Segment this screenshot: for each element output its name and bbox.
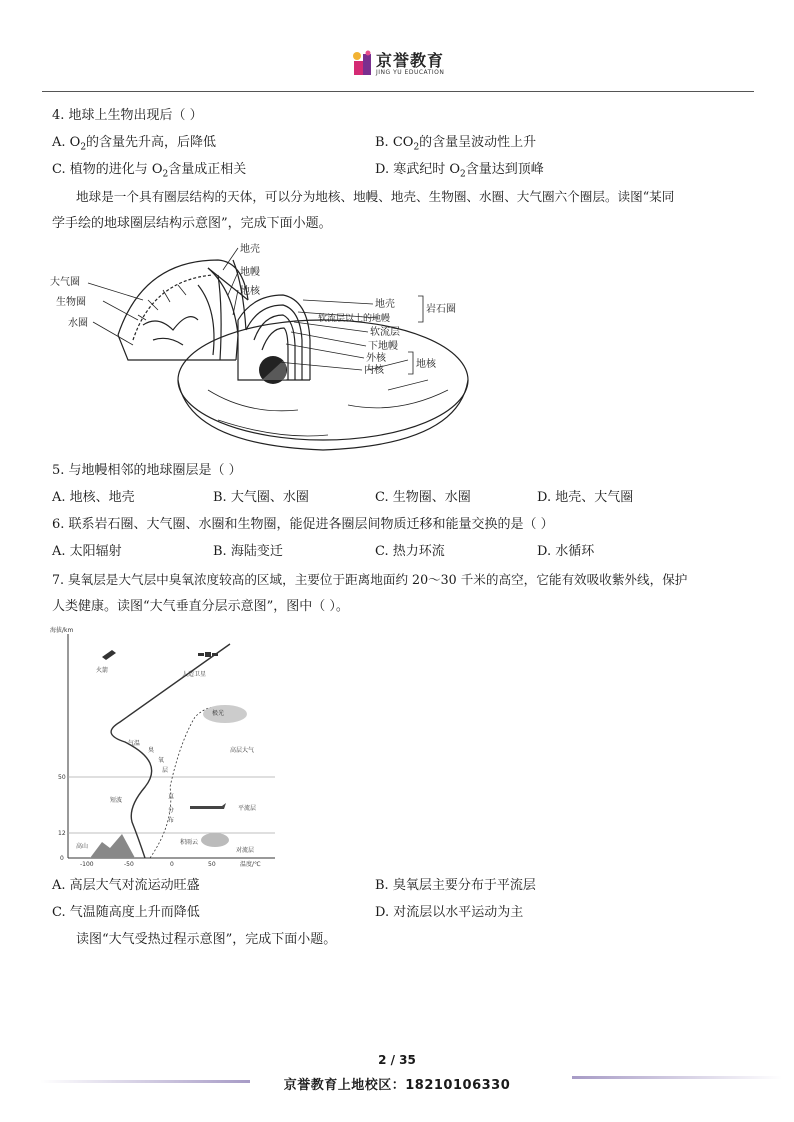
brand-mark-icon — [352, 50, 374, 78]
earth-layers-figure — [48, 240, 478, 455]
q4-b-text2: 的含量呈波动性上升 — [419, 135, 537, 150]
q4-option-d — [375, 161, 544, 184]
label-inner-core: 内核 — [364, 365, 384, 376]
label-biosphere: 生物圈 — [56, 297, 86, 308]
label-ozone-2: 氧 — [158, 757, 165, 764]
brand-name: 京誉教育 — [376, 51, 445, 70]
x-tick-0: 0 — [170, 861, 174, 867]
q4-d-text: D. 寒武纪时 O — [375, 162, 461, 177]
q7-option-d: D. 对流层以水平运动为主 — [375, 905, 524, 920]
brand-logo — [352, 48, 452, 82]
q6-option-a: A. 太阳辐射 — [52, 544, 122, 559]
label-rocket: 火箭 — [96, 667, 109, 674]
q5-option-b: B. 大气圈、水圈 — [213, 490, 309, 505]
y-tick-50: 50 — [58, 774, 66, 781]
airplane-icon — [190, 803, 226, 809]
intro1-line1: 地球是一个具有圈层结构的天体，可以分为地核、地幔、地壳、生物圈、水圈、大气圈六个圈层。读图“某同 — [76, 189, 675, 204]
q5-stem: 5. 与地幔相邻的地球圈层是（ ） — [52, 463, 242, 478]
label-vertical-2: 分 — [168, 807, 175, 814]
q7-option-c: C. 气温随高度上升而降低 — [52, 905, 200, 920]
x-tick-neg100: -100 — [80, 861, 94, 867]
q4-c-text2: 含量成正相关 — [168, 162, 247, 177]
q7-option-a: A. 高层大气对流运动旺盛 — [52, 878, 200, 893]
x-tick-neg50: -50 — [124, 861, 134, 867]
label-vertical-1: 直 — [168, 793, 175, 800]
label-upper-mantle: 软流层以上的地幔 — [318, 314, 391, 324]
label-ozone-1: 臭 — [148, 747, 155, 754]
label-ozone-3: 层 — [162, 767, 169, 774]
label-troposphere: 对流层 — [236, 847, 255, 854]
q5-option-a: A. 地核、地壳 — [52, 490, 135, 505]
q4-a-text2: 的含量先升高，后降低 — [86, 135, 217, 150]
label-crust: 地壳 — [375, 299, 395, 310]
rocket-icon — [102, 650, 116, 660]
label-atmosphere: 大气圈 — [50, 277, 80, 288]
label-crust-top: 地壳 — [240, 244, 260, 255]
q6-option-c: C. 热力环流 — [375, 544, 445, 559]
q4-d-sub: 2 — [460, 169, 466, 180]
footer-contact: 京誉教育上地校区：18210106330 — [283, 1078, 511, 1093]
q4-a-text: A. O — [52, 135, 81, 150]
label-core-top: 地核 — [240, 286, 260, 297]
label-shortwave: 短波 — [110, 797, 123, 804]
x-axis-label: 温度/℃ — [240, 861, 261, 867]
label-aurora: 极光 — [212, 710, 225, 717]
satellite-icon — [198, 652, 218, 657]
label-vertical-3: 布 — [168, 817, 175, 824]
label-stratosphere: 平流层 — [238, 805, 257, 812]
q4-b-text: B. CO — [375, 135, 414, 150]
cloud-icon — [201, 833, 229, 847]
q7-line1: 7. 臭氧层是大气层中臭氧浓度较高的区域，主要位于距离地面约 20～30 千米的高空，它能有效吸收紫外线，保护 — [52, 572, 688, 587]
q6-option-b: B. 海陆变迁 — [213, 544, 283, 559]
label-hydrosphere: 水圈 — [68, 318, 88, 329]
q4-c-text: C. 植物的进化与 O — [52, 162, 163, 177]
label-upper-atmosphere: 高层大气 — [230, 747, 255, 754]
label-satellite: 人造卫星 — [182, 671, 207, 678]
label-core-group: 地核 — [416, 359, 436, 370]
y-tick-12: 12 — [58, 830, 66, 837]
q4-option-b — [375, 134, 536, 157]
header-rule — [42, 91, 754, 92]
x-tick-50: 50 — [208, 861, 216, 867]
label-lower-mantle: 下地幔 — [368, 341, 398, 352]
intro1-line2: 学手绘的地球圈层结构示意图”，完成下面小题。 — [52, 216, 332, 231]
page-number: 2 / 35 — [378, 1053, 416, 1067]
q6-option-d: D. 水循环 — [537, 544, 595, 559]
y-axis-label: 海拔/km — [50, 627, 74, 634]
q7-option-b: B. 臭氧层主要分布于平流层 — [375, 878, 536, 893]
q6-stem: 6. 联系岩石圈、大气圈、水圈和生物圈，能促进各圈层间物质迁移和能量交换的是（ ） — [52, 517, 554, 532]
q5-option-d: D. 地壳、大气圈 — [537, 490, 634, 505]
label-cumulonimbus: 积雨云 — [180, 839, 199, 846]
intro2: 读图“大气受热过程示意图”，完成下面小题。 — [76, 932, 337, 947]
atmosphere-layers-figure — [50, 622, 290, 867]
q5-option-c: C. 生物圈、水圈 — [375, 490, 471, 505]
q4-stem: 4. 地球上生物出现后（ ） — [52, 108, 203, 123]
q7-line2: 人类健康。读图“大气垂直分层示意图”，图中（ ）。 — [52, 599, 349, 614]
q4-b-sub: 2 — [413, 142, 420, 153]
label-asthenosphere: 软流层 — [370, 327, 400, 338]
q4-option-a — [52, 134, 216, 157]
q4-c-sub: 2 — [162, 169, 169, 180]
q4-a-sub: 2 — [80, 142, 87, 153]
label-mantle-top: 地幔 — [240, 267, 260, 278]
label-temperature: 气温 — [128, 740, 141, 747]
label-lithosphere: 岩石圈 — [426, 304, 456, 315]
label-mountain: 高山 — [76, 843, 89, 850]
brand-subtitle: JING YU EDUCATION — [376, 69, 445, 76]
label-outer-core: 外核 — [366, 353, 386, 364]
q4-option-c — [52, 161, 246, 184]
y-tick-0: 0 — [60, 855, 64, 862]
q4-d-text2: 含量达到顶峰 — [465, 162, 544, 177]
